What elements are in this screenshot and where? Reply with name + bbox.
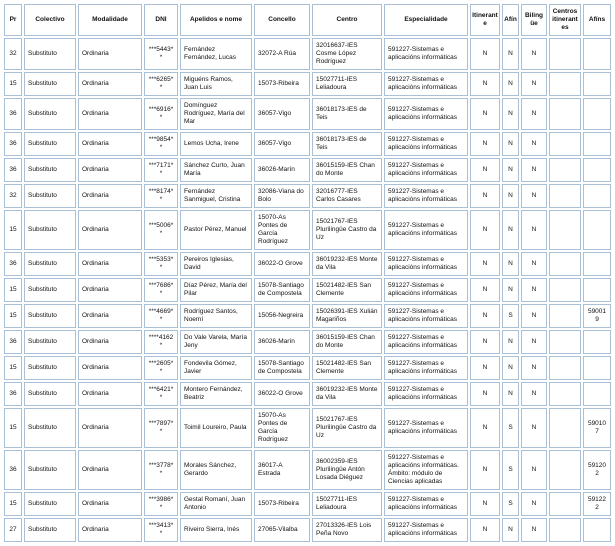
table-cell: N: [470, 492, 500, 516]
table-cell: N: [521, 210, 547, 250]
table-cell: 590019: [583, 304, 611, 328]
table-cell: N: [470, 408, 500, 448]
table-cell: Ordinaria: [78, 450, 142, 490]
table-cell: N: [521, 184, 547, 208]
table-cell: 591227-Sistemas e aplicacións informáticas: [384, 38, 468, 70]
table-cell: N: [521, 252, 547, 276]
table-cell: ***5353**: [144, 252, 178, 276]
column-header: Pr: [4, 4, 22, 36]
table-cell: [549, 450, 581, 490]
table-cell: [583, 158, 611, 182]
table-cell: N: [502, 38, 519, 70]
table-cell: 36019232-IES Monte da Vila: [312, 382, 382, 406]
table-cell: N: [470, 450, 500, 490]
table-cell: [549, 98, 581, 130]
table-cell: 15078-Santiago de Compostela: [254, 278, 310, 302]
table-cell: N: [502, 210, 519, 250]
table-cell: [583, 330, 611, 354]
table-cell: Do Vale Varela, María Jeny: [180, 330, 252, 354]
table-cell: Substituto: [24, 132, 76, 156]
column-header: Colectivo: [24, 4, 76, 36]
table-cell: Fondevila Gómez, Javier: [180, 356, 252, 380]
column-header: Modalidade: [78, 4, 142, 36]
table-cell: 15027711-IES Leliadoura: [312, 492, 382, 516]
table-cell: 590107: [583, 408, 611, 448]
table-cell: [583, 382, 611, 406]
table-cell: N: [470, 38, 500, 70]
table-cell: [583, 518, 611, 542]
column-header: Bilingüe: [521, 4, 547, 36]
table-row: [4, 518, 611, 542]
table-cell: 36018173-IES de Teis: [312, 98, 382, 130]
table-cell: 15: [4, 72, 22, 96]
table-cell: N: [521, 382, 547, 406]
table-row: [4, 38, 611, 70]
table-cell: N: [521, 98, 547, 130]
column-header: Apelidos e nome: [180, 4, 252, 36]
table-cell: N: [470, 72, 500, 96]
table-cell: 15021482-IES San Clemente: [312, 278, 382, 302]
table-cell: N: [521, 72, 547, 96]
table-cell: Ordinaria: [78, 518, 142, 542]
table-cell: Ordinaria: [78, 278, 142, 302]
table-cell: 15070-As Pontes de García Rodríguez: [254, 408, 310, 448]
column-header: Itinerante: [470, 4, 500, 36]
table-cell: 36: [4, 98, 22, 130]
table-cell: [549, 38, 581, 70]
table-cell: Montero Fernández, Beatriz: [180, 382, 252, 406]
table-cell: N: [470, 382, 500, 406]
table-cell: [549, 304, 581, 328]
table-cell: [549, 408, 581, 448]
table-cell: 36019232-IES Monte da Vila: [312, 252, 382, 276]
table-row: [4, 278, 611, 302]
table-row: [4, 210, 611, 250]
table-cell: ***5443**: [144, 38, 178, 70]
table-cell: Substituto: [24, 252, 76, 276]
table-cell: 15070-As Pontes de García Rodríguez: [254, 210, 310, 250]
table-cell: N: [521, 330, 547, 354]
table-cell: 36022-O Grove: [254, 382, 310, 406]
table-row: [4, 408, 611, 448]
column-header: Concello: [254, 4, 310, 36]
table-cell: S: [502, 408, 519, 448]
table-cell: Substituto: [24, 518, 76, 542]
table-cell: Ordinaria: [78, 492, 142, 516]
table-row: [4, 356, 611, 380]
table-cell: [549, 382, 581, 406]
table-cell: Ordinaria: [78, 38, 142, 70]
table-cell: [549, 158, 581, 182]
table-cell: 36057-Vigo: [254, 132, 310, 156]
table-cell: N: [502, 356, 519, 380]
table-cell: Ordinaria: [78, 210, 142, 250]
table-cell: 591222: [583, 492, 611, 516]
table-cell: Substituto: [24, 450, 76, 490]
table-cell: Ordinaria: [78, 330, 142, 354]
table-cell: 36018173-IES de Teis: [312, 132, 382, 156]
table-cell: Domínguez Rodríguez, María del Mar: [180, 98, 252, 130]
table-cell: Ordinaria: [78, 184, 142, 208]
table-cell: N: [521, 518, 547, 542]
table-cell: N: [470, 132, 500, 156]
table-cell: N: [502, 278, 519, 302]
table-cell: ***6916**: [144, 98, 178, 130]
table-cell: 15: [4, 210, 22, 250]
table-cell: N: [521, 408, 547, 448]
table-row: [4, 450, 611, 490]
column-header: Centros itinerantes: [549, 4, 581, 36]
table-cell: [549, 252, 581, 276]
table-cell: Substituto: [24, 356, 76, 380]
table-cell: 15: [4, 492, 22, 516]
column-header: Afíns: [583, 4, 611, 36]
table-cell: N: [470, 98, 500, 130]
table-cell: Riveiro Sierra, Inés: [180, 518, 252, 542]
table-cell: N: [470, 518, 500, 542]
table-row: [4, 72, 611, 96]
table-cell: 27: [4, 518, 22, 542]
table-cell: ***3778**: [144, 450, 178, 490]
table-cell: Substituto: [24, 408, 76, 448]
table-cell: N: [521, 356, 547, 380]
table-cell: Ordinaria: [78, 408, 142, 448]
table-cell: 36002359-IES Plurilingüe Antón Losada Diéguez: [312, 450, 382, 490]
table-cell: Substituto: [24, 492, 76, 516]
table-cell: S: [502, 492, 519, 516]
table-cell: [583, 38, 611, 70]
column-header: Especialidade: [384, 4, 468, 36]
table-cell: N: [470, 330, 500, 354]
column-header: Centro: [312, 4, 382, 36]
table-cell: ***7171**: [144, 158, 178, 182]
table-row: [4, 158, 611, 182]
table-row: [4, 304, 611, 328]
table-cell: ****4162*: [144, 330, 178, 354]
column-header: DNI: [144, 4, 178, 36]
table-cell: 591227-Sistemas e aplicacións informáticas: [384, 158, 468, 182]
table-cell: Rodríguez Santos, Noemí: [180, 304, 252, 328]
table-cell: S: [502, 304, 519, 328]
table-cell: 591227-Sistemas e aplicacións informáticas: [384, 356, 468, 380]
table-cell: N: [502, 252, 519, 276]
table-cell: 36017-A Estrada: [254, 450, 310, 490]
table-cell: 15073-Ribeira: [254, 72, 310, 96]
table-cell: 591227-Sistemas e aplicacións informáticas. Ámbito: módulo de Ciencias aplicadas: [384, 450, 468, 490]
table-cell: [549, 492, 581, 516]
table-cell: [549, 132, 581, 156]
table-cell: 36: [4, 132, 22, 156]
table-cell: N: [470, 278, 500, 302]
table-cell: 15027711-IES Leliadoura: [312, 72, 382, 96]
table-cell: Pastor Pérez, Manuel: [180, 210, 252, 250]
table-cell: Ordinaria: [78, 304, 142, 328]
table-row: [4, 184, 611, 208]
table-cell: Lemos Ucha, Irene: [180, 132, 252, 156]
header-row: [4, 4, 611, 36]
table-cell: 36022-O Grove: [254, 252, 310, 276]
table-cell: Fernández Fernández, Lucas: [180, 38, 252, 70]
table-cell: Substituto: [24, 38, 76, 70]
table-cell: ***3986**: [144, 492, 178, 516]
column-header: Afín: [502, 4, 519, 36]
table-cell: ***7897**: [144, 408, 178, 448]
table-cell: N: [470, 184, 500, 208]
table-cell: ***4669**: [144, 304, 178, 328]
table-body: [4, 38, 611, 542]
table-cell: 591227-Sistemas e aplicacións informáticas: [384, 210, 468, 250]
table-cell: 27065-Vilalba: [254, 518, 310, 542]
table-cell: Substituto: [24, 210, 76, 250]
table-cell: ***2605**: [144, 356, 178, 380]
table-cell: Sánchez Curto, Juan María: [180, 158, 252, 182]
table-cell: 15021482-IES San Clemente: [312, 356, 382, 380]
table-cell: 15021767-IES Plurilingüe Castro da Uz: [312, 408, 382, 448]
table-cell: N: [470, 252, 500, 276]
table-cell: 32016637-IES Cosme López Rodríguez: [312, 38, 382, 70]
table-cell: [583, 210, 611, 250]
table-cell: N: [470, 304, 500, 328]
table-cell: 36: [4, 382, 22, 406]
table-cell: 32016777-IES Carlos Casares: [312, 184, 382, 208]
table-cell: 591227-Sistemas e aplicacións informáticas: [384, 278, 468, 302]
table-cell: Ordinaria: [78, 158, 142, 182]
table-cell: N: [521, 132, 547, 156]
table-cell: 591227-Sistemas e aplicacións informáticas: [384, 492, 468, 516]
table-cell: 591202: [583, 450, 611, 490]
table-row: [4, 382, 611, 406]
table-cell: Substituto: [24, 382, 76, 406]
table-cell: 15078-Santiago de Compostela: [254, 356, 310, 380]
table-cell: Ordinaria: [78, 72, 142, 96]
table-cell: Fernández Sanmiguel, Cristina: [180, 184, 252, 208]
table-cell: N: [521, 158, 547, 182]
table-cell: 15026391-IES Xulián Magariños: [312, 304, 382, 328]
table-cell: [583, 132, 611, 156]
table-cell: Gestal Romaní, Juan Antonio: [180, 492, 252, 516]
substitutions-table: [2, 2, 613, 544]
table-cell: [549, 518, 581, 542]
table-cell: 591227-Sistemas e aplicacións informáticas: [384, 72, 468, 96]
table-header: [4, 4, 611, 36]
table-cell: 15056-Negreira: [254, 304, 310, 328]
table-cell: 15: [4, 304, 22, 328]
table-cell: Ordinaria: [78, 98, 142, 130]
table-cell: N: [521, 450, 547, 490]
table-cell: 591227-Sistemas e aplicacións informáticas: [384, 252, 468, 276]
table-cell: Miguéns Ramos, Juan Luis: [180, 72, 252, 96]
table-row: [4, 132, 611, 156]
table-cell: Ordinaria: [78, 382, 142, 406]
table-cell: 32072-A Rúa: [254, 38, 310, 70]
table-cell: N: [502, 158, 519, 182]
table-cell: 591227-Sistemas e aplicacións informáticas: [384, 382, 468, 406]
table-cell: N: [502, 184, 519, 208]
table-cell: 36057-Vigo: [254, 98, 310, 130]
table-cell: Ordinaria: [78, 252, 142, 276]
table-cell: Díaz Pérez, María del Pilar: [180, 278, 252, 302]
table-cell: 15: [4, 356, 22, 380]
table-cell: ***5006**: [144, 210, 178, 250]
table-cell: 15021767-IES Plurilingüe Castro da Uz: [312, 210, 382, 250]
table-cell: N: [502, 98, 519, 130]
table-cell: [549, 330, 581, 354]
table-cell: Substituto: [24, 184, 76, 208]
table-cell: Substituto: [24, 72, 76, 96]
table-cell: N: [470, 356, 500, 380]
table-cell: Pereiros Iglesias, David: [180, 252, 252, 276]
table-cell: N: [470, 158, 500, 182]
table-cell: Substituto: [24, 304, 76, 328]
table-cell: 15: [4, 408, 22, 448]
table-row: [4, 252, 611, 276]
table-cell: 591227-Sistemas e aplicacións informáticas: [384, 304, 468, 328]
table-cell: 591227-Sistemas e aplicacións informáticas: [384, 184, 468, 208]
table-cell: Ordinaria: [78, 356, 142, 380]
table-row: [4, 330, 611, 354]
table-cell: Ordinaria: [78, 132, 142, 156]
table-cell: Substituto: [24, 330, 76, 354]
table-cell: 591227-Sistemas e aplicacións informáticas: [384, 132, 468, 156]
table-cell: N: [502, 72, 519, 96]
table-cell: N: [521, 278, 547, 302]
table-cell: 15: [4, 278, 22, 302]
table-cell: 36: [4, 158, 22, 182]
table-cell: 32: [4, 38, 22, 70]
table-cell: Substituto: [24, 98, 76, 130]
table-cell: [549, 278, 581, 302]
table-cell: 591227-Sistemas e aplicacións informáticas: [384, 98, 468, 130]
table-cell: 27013326-IES Lois Peña Novo: [312, 518, 382, 542]
table-cell: ***7686**: [144, 278, 178, 302]
table-cell: [549, 72, 581, 96]
table-cell: [549, 356, 581, 380]
table-cell: [583, 252, 611, 276]
table-cell: N: [502, 132, 519, 156]
table-cell: 36: [4, 252, 22, 276]
table-cell: 36026-Marín: [254, 330, 310, 354]
table-cell: [583, 72, 611, 96]
table-cell: 32086-Viana do Bolo: [254, 184, 310, 208]
table-cell: N: [521, 38, 547, 70]
table-cell: Morales Sánchez, Gerardo: [180, 450, 252, 490]
table-cell: 32: [4, 184, 22, 208]
table-cell: ***9854**: [144, 132, 178, 156]
table-cell: [583, 278, 611, 302]
table-cell: [549, 184, 581, 208]
table-cell: ***6421**: [144, 382, 178, 406]
table-cell: 36015159-IES Chan do Monte: [312, 330, 382, 354]
table-cell: [583, 356, 611, 380]
table-cell: 36015159-IES Chan do Monte: [312, 158, 382, 182]
table-cell: ***3413**: [144, 518, 178, 542]
table-cell: S: [502, 450, 519, 490]
table-row: [4, 98, 611, 130]
table-cell: N: [470, 210, 500, 250]
table-cell: 36: [4, 330, 22, 354]
table-cell: 36026-Marín: [254, 158, 310, 182]
table-cell: [583, 98, 611, 130]
table-cell: N: [521, 492, 547, 516]
table-cell: N: [502, 518, 519, 542]
table-cell: N: [502, 382, 519, 406]
table-cell: Substituto: [24, 278, 76, 302]
table-cell: N: [521, 304, 547, 328]
table-cell: Substituto: [24, 158, 76, 182]
table-cell: 591227-Sistemas e aplicacións informáticas: [384, 518, 468, 542]
table-row: [4, 492, 611, 516]
table-cell: 15073-Ribeira: [254, 492, 310, 516]
table-cell: ***6265**: [144, 72, 178, 96]
table-cell: 36: [4, 450, 22, 490]
table-cell: Toimil Loureiro, Paula: [180, 408, 252, 448]
table-cell: [549, 210, 581, 250]
table-cell: [583, 184, 611, 208]
table-cell: 591227-Sistemas e aplicacións informáticas: [384, 330, 468, 354]
table-cell: N: [502, 330, 519, 354]
table-cell: 591227-Sistemas e aplicacións informáticas: [384, 408, 468, 448]
table-cell: ***8174**: [144, 184, 178, 208]
